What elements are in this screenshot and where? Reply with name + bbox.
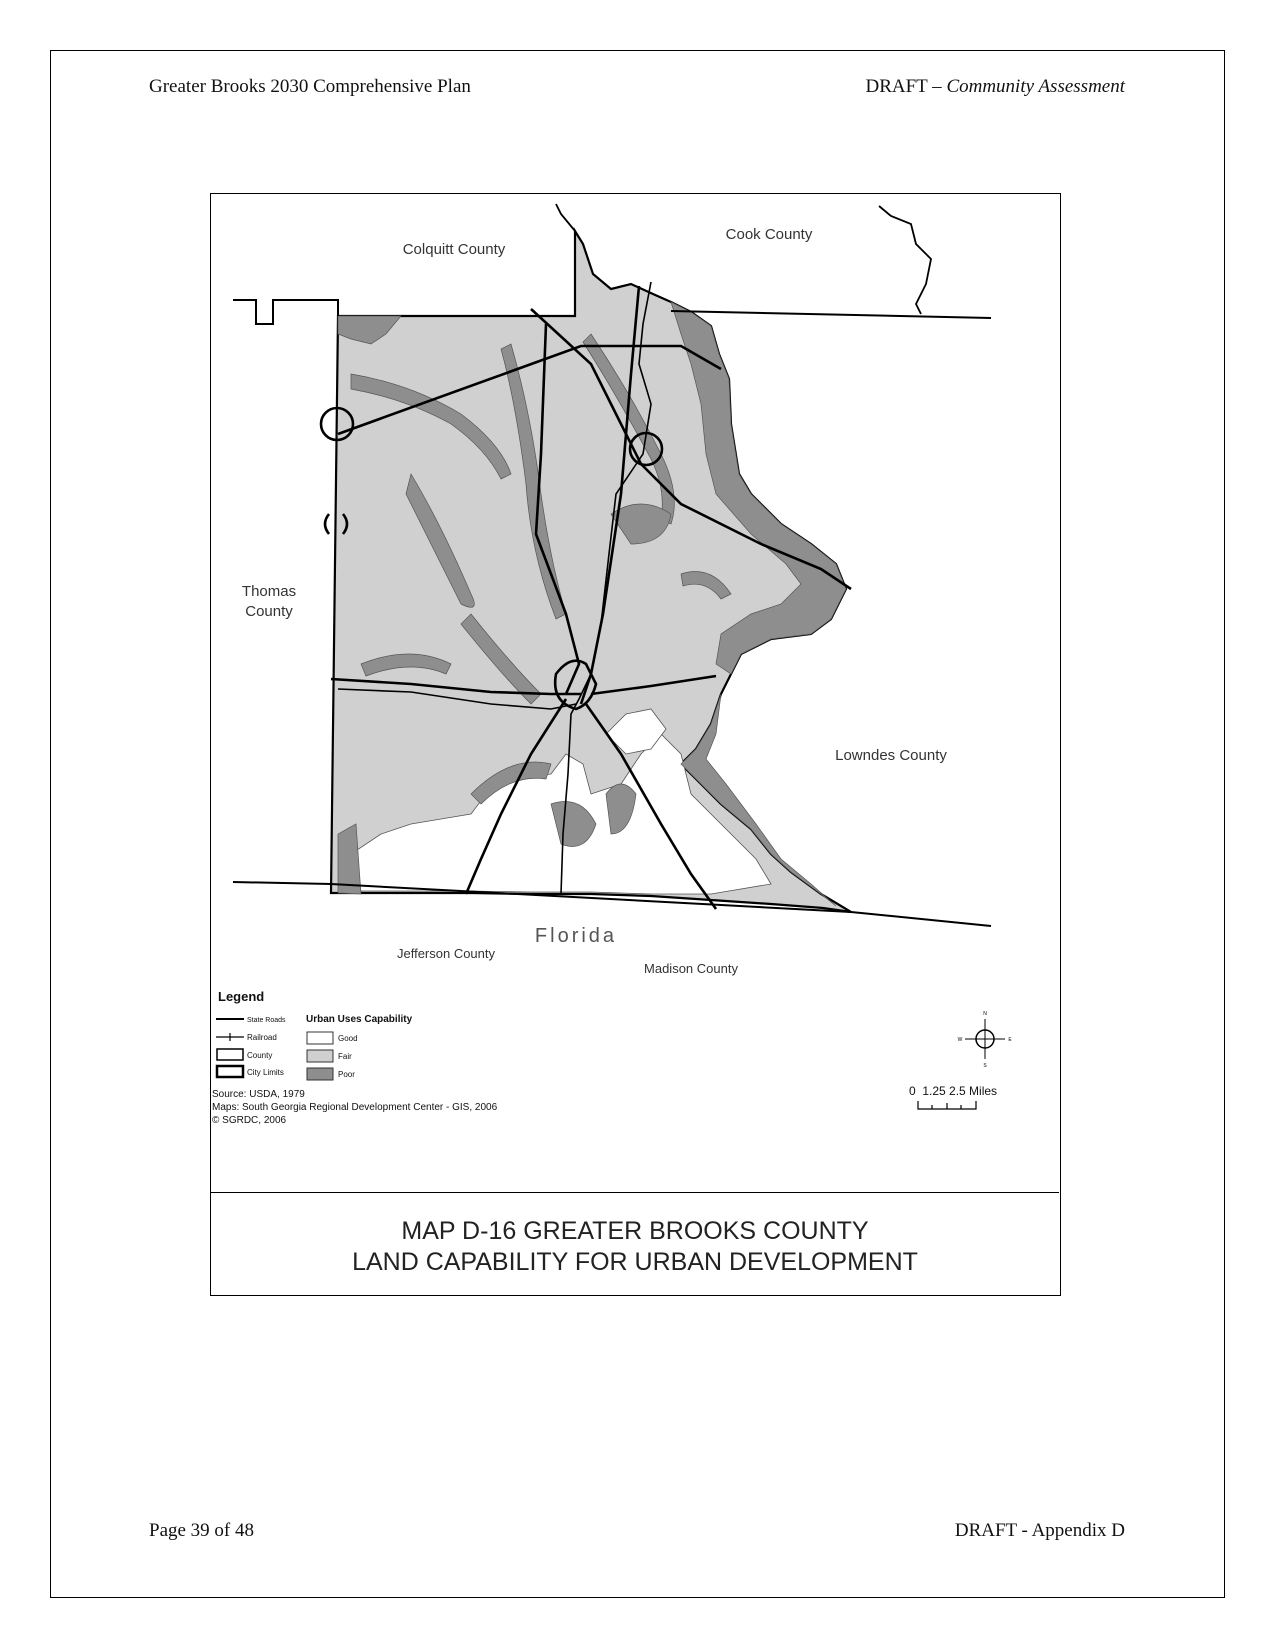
compass-e: E — [1008, 1037, 1012, 1043]
label-madison-county: Madison County — [644, 961, 738, 976]
legend-state-roads-label: State Roads — [247, 1017, 286, 1024]
map-figure — [210, 193, 1061, 1296]
label-lowndes-county: Lowndes County — [835, 747, 947, 764]
header-plan-title: Greater Brooks 2030 Comprehensive Plan — [149, 76, 471, 97]
label-thomas-county-line1: Thomas — [241, 583, 297, 600]
compass-s: S — [983, 1063, 987, 1069]
label-colquitt-county: Colquitt County — [402, 241, 506, 258]
scale-bar — [909, 1084, 997, 1109]
legend-poor-swatch — [307, 1068, 333, 1080]
label-cook-county: Cook County — [725, 226, 813, 243]
label-thomas-county-line2: County — [245, 603, 293, 620]
colquitt-boundary-notch — [556, 204, 575, 231]
header-draft-section: Community Assessment — [946, 76, 1125, 97]
legend-county-label: County — [247, 1051, 273, 1060]
legend-title: Legend — [218, 989, 265, 1004]
map-title-block — [211, 1192, 1059, 1295]
source-line-2: Maps: South Georgia Regional Development Center - GIS, 2006 — [212, 1102, 498, 1113]
scale-bar-ruler — [918, 1101, 976, 1109]
legend-good-label: Good — [338, 1034, 358, 1043]
county-line-north-west — [233, 300, 338, 324]
legend-good-swatch — [307, 1032, 333, 1044]
map-title-line1: MAP D-16 GREATER BROOKS COUNTY — [401, 1217, 869, 1245]
compass-w: W — [957, 1037, 963, 1043]
header-draft-label — [865, 76, 1125, 98]
label-florida: Florida — [534, 925, 618, 947]
footer-appendix-label: DRAFT - Appendix D — [954, 1520, 1125, 1541]
label-jefferson-county: Jefferson County — [396, 946, 496, 961]
source-line-1: Source: USDA, 1979 — [212, 1089, 305, 1100]
map-legend — [212, 989, 498, 1126]
scale-bar-label: 0 1.25 2.5 Miles — [909, 1084, 998, 1098]
cook-county-boundary — [879, 206, 931, 314]
legend-fair-label: Fair — [338, 1052, 352, 1061]
legend-fair-swatch — [307, 1050, 333, 1062]
compass-n: N — [983, 1011, 987, 1017]
source-line-3: © SGRDC, 2006 — [212, 1115, 287, 1126]
legend-county-swatch — [217, 1049, 243, 1060]
footer-page-number: Page 39 of 48 — [149, 1520, 255, 1541]
legend-city-limits-swatch — [217, 1066, 243, 1077]
header-draft-prefix: DRAFT – — [865, 76, 947, 97]
legend-poor-label: Poor — [338, 1070, 355, 1079]
land-capability-map — [211, 194, 1059, 1192]
legend-railroad-label: Railroad — [247, 1033, 277, 1042]
legend-subtitle: Urban Uses Capability — [306, 1014, 413, 1025]
county-line-north-east — [671, 311, 991, 318]
legend-city-limits-label: City Limits — [247, 1068, 284, 1077]
map-title-line2: LAND CAPABILITY FOR URBAN DEVELOPMENT — [352, 1248, 918, 1276]
north-arrow-icon — [958, 1011, 1013, 1069]
